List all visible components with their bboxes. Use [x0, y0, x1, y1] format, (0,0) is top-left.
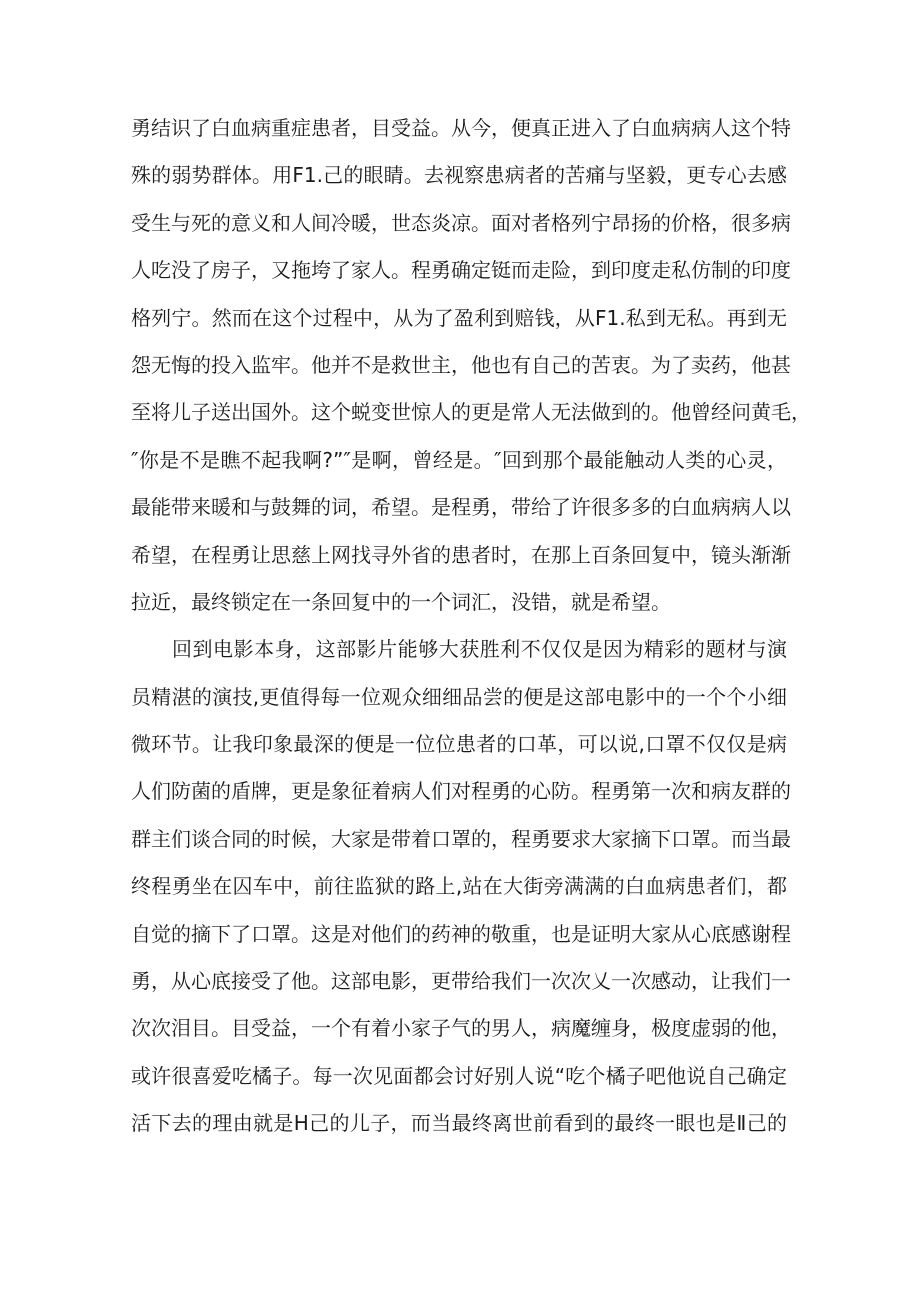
text-line: 次次泪目。目受益，一个有着小家子气的男人，病魔缠身，极度虚弱的他，	[131, 1016, 791, 1041]
text-line: 人们防菌的盾牌，更是象征着病人们对程勇的心防。程勇第一次和病友群的	[131, 779, 791, 804]
text-line: 群主们谈合同的时候，大家是带着口罩的，程勇要求大家摘下口罩。而当最	[131, 826, 791, 851]
text-line: 自觉的摘下了口罩。这是对他们的药神的敬重，也是证明大家从心底感谢程	[131, 921, 791, 946]
text-line: 人吃没了房子，又拖垮了家人。程勇确定铤而走险，到印度走私仿制的印度	[131, 258, 791, 283]
text-line: 微环节。让我印象最深的便是一位位患者的口革，可以说,口罩不仅仅是病	[131, 732, 787, 757]
text-line: 活下去的理由就是H己的儿子，而当最终离世前看到的最终一眼也是Ⅱ己的	[131, 1111, 787, 1136]
text-line: 回到电影本身，这部影片能够大获胜利不仅仅是因为精彩的题材与演	[172, 637, 787, 662]
text-line: 受生与死的意义和人间冷暖，世态炎凉。面对者格列宁昂扬的价格，很多病	[131, 210, 791, 235]
text-line: 怨无悔的投入监牢。他并不是救世主，他也有自己的苦衷。为了卖药，他甚	[131, 352, 791, 377]
text-line: 或许很喜爱吃橘子。每一次见面都会讨好别人说“吃个橘子吧他说自己确定	[131, 1063, 787, 1088]
text-line: ″你是不是瞧不起我啊?”″是啊，曾经是。″回到那个最能触动人类的心灵，	[131, 447, 787, 472]
text-line: 希望，在程勇让思慈上网找寻外省的患者时，在那上百条回复中，镜头渐渐	[131, 542, 791, 567]
text-line: 最能带来暖和与鼓舞的词，希望。是程勇，带给了许很多多的白血病病人以	[131, 495, 791, 520]
text-line: 勇，从心底接受了他。这部电影，更带给我们一次次乂一次感动，让我们一	[131, 969, 791, 994]
text-line: 格列宁。然而在这个过程中，从为了盈利到赔钱，从F1.私到无私。再到无	[131, 305, 787, 330]
paragraph-1	[131, 113, 811, 634]
text-line: 终程勇坐在囚车中，前往监狱的路上,站在大街旁满满的白血病患者们，都	[131, 874, 787, 899]
text-line: 勇结识了白血病重症患者，目受益。从今，便真正进入了白血病病人这个特	[131, 116, 791, 140]
document-body	[131, 113, 811, 1156]
paragraph-2	[131, 634, 791, 1155]
text-line: 至将儿子送出国外。这个蜕变世惊人的更是常人无法做到的。他曾经问黄毛，	[131, 400, 811, 425]
text-line: 拉近，最终锁定在一条回复中的一个词汇，没错，就是希望。	[131, 589, 671, 614]
text-line: 员精湛的演技,更值得每一位观众细细品尝的便是这部电影中的一个个小细	[131, 684, 787, 709]
text-line: 殊的弱势群体。用F1.己的眼睛。去视察患病者的苦痛与坚毅，更专心去感	[131, 163, 787, 188]
